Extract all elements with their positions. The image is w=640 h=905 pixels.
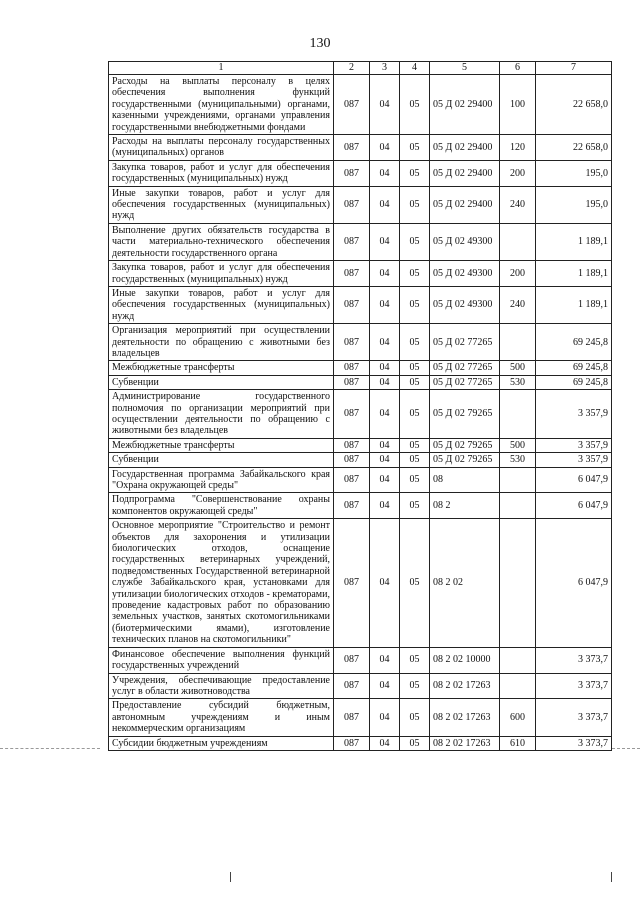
row-name: Субвенции <box>109 375 334 389</box>
row-name: Финансовое обеспечение выполнения функций государственных учреждений <box>109 647 334 673</box>
row-subsection: 05 <box>400 519 430 647</box>
row-name: Учреждения, обеспечивающие предоставление услуг в области животноводства <box>109 673 334 699</box>
row-section: 04 <box>370 160 400 186</box>
row-section: 04 <box>370 223 400 260</box>
row-name: Расходы на выплаты персоналу государственных (муниципальных) органов <box>109 135 334 161</box>
row-expense-type: 200 <box>500 261 536 287</box>
row-expense-type: 240 <box>500 186 536 223</box>
row-expense-type: 100 <box>500 75 536 135</box>
row-target-article: 05 Д 02 49300 <box>430 286 500 323</box>
row-amount: 1 189,1 <box>536 286 612 323</box>
row-amount: 1 189,1 <box>536 261 612 287</box>
table-row <box>109 286 612 323</box>
row-chapter-code: 087 <box>334 647 370 673</box>
row-target-article: 08 2 <box>430 493 500 519</box>
row-chapter-code: 087 <box>334 286 370 323</box>
row-subsection: 05 <box>400 699 430 736</box>
row-amount: 3 357,9 <box>536 453 612 467</box>
row-target-article: 05 Д 02 79265 <box>430 453 500 467</box>
table-row <box>109 261 612 287</box>
table-row <box>109 375 612 389</box>
row-amount: 22 658,0 <box>536 135 612 161</box>
table-row <box>109 519 612 647</box>
row-subsection: 05 <box>400 467 430 493</box>
row-subsection: 05 <box>400 453 430 467</box>
row-chapter-code: 087 <box>334 736 370 750</box>
row-amount: 195,0 <box>536 186 612 223</box>
row-amount: 195,0 <box>536 160 612 186</box>
table-row <box>109 467 612 493</box>
row-target-article: 05 Д 02 77265 <box>430 375 500 389</box>
row-name: Государственная программа Забайкальского края "Охрана окружающей среды" <box>109 467 334 493</box>
row-name: Иные закупки товаров, работ и услуг для обеспечения государственных (муниципальных) нужд <box>109 186 334 223</box>
margin-tick-left <box>230 872 231 882</box>
row-chapter-code: 087 <box>334 699 370 736</box>
row-section: 04 <box>370 390 400 439</box>
row-chapter-code: 087 <box>334 519 370 647</box>
row-chapter-code: 087 <box>334 390 370 439</box>
row-amount: 22 658,0 <box>536 75 612 135</box>
row-section: 04 <box>370 261 400 287</box>
row-subsection: 05 <box>400 75 430 135</box>
row-subsection: 05 <box>400 186 430 223</box>
row-expense-type <box>500 467 536 493</box>
row-amount: 69 245,8 <box>536 324 612 361</box>
row-amount: 3 357,9 <box>536 438 612 452</box>
row-name: Расходы на выплаты персоналу в целях обеспечения выполнения функций государственными (муниципальными) органами, казенными учреждениями, органами управления государственными внебюджетными фондами <box>109 75 334 135</box>
table-row <box>109 324 612 361</box>
row-amount: 3 373,7 <box>536 736 612 750</box>
table-row <box>109 493 612 519</box>
row-target-article: 05 Д 02 77265 <box>430 361 500 375</box>
row-chapter-code: 087 <box>334 467 370 493</box>
row-name: Подпрограмма "Совершенствование охраны компонентов окружающей среды" <box>109 493 334 519</box>
row-expense-type <box>500 223 536 260</box>
row-amount: 1 189,1 <box>536 223 612 260</box>
row-subsection: 05 <box>400 673 430 699</box>
table-row <box>109 186 612 223</box>
row-amount: 6 047,9 <box>536 493 612 519</box>
row-expense-type: 500 <box>500 438 536 452</box>
row-name: Межбюджетные трансферты <box>109 438 334 452</box>
column-header: 1 <box>109 62 334 75</box>
row-expense-type: 500 <box>500 361 536 375</box>
row-name: Организация мероприятий при осуществлении деятельности по обращению с животными без владельцев <box>109 324 334 361</box>
row-subsection: 05 <box>400 223 430 260</box>
row-expense-type: 120 <box>500 135 536 161</box>
row-section: 04 <box>370 286 400 323</box>
row-section: 04 <box>370 647 400 673</box>
row-subsection: 05 <box>400 324 430 361</box>
column-header: 6 <box>500 62 536 75</box>
row-chapter-code: 087 <box>334 324 370 361</box>
row-expense-type: 610 <box>500 736 536 750</box>
row-chapter-code: 087 <box>334 453 370 467</box>
row-subsection: 05 <box>400 375 430 389</box>
row-chapter-code: 087 <box>334 361 370 375</box>
row-section: 04 <box>370 324 400 361</box>
row-subsection: 05 <box>400 261 430 287</box>
row-subsection: 05 <box>400 286 430 323</box>
row-section: 04 <box>370 673 400 699</box>
table-header-row <box>109 62 612 75</box>
row-target-article: 05 Д 02 79265 <box>430 390 500 439</box>
row-amount: 69 245,8 <box>536 375 612 389</box>
margin-dash-right <box>612 748 640 749</box>
row-expense-type: 240 <box>500 286 536 323</box>
row-subsection: 05 <box>400 736 430 750</box>
table-row <box>109 453 612 467</box>
row-subsection: 05 <box>400 390 430 439</box>
column-header: 4 <box>400 62 430 75</box>
row-chapter-code: 087 <box>334 186 370 223</box>
row-chapter-code: 087 <box>334 375 370 389</box>
table-row <box>109 160 612 186</box>
table-row <box>109 699 612 736</box>
row-section: 04 <box>370 699 400 736</box>
row-target-article: 08 2 02 17263 <box>430 736 500 750</box>
row-amount: 69 245,8 <box>536 361 612 375</box>
row-name: Субвенции <box>109 453 334 467</box>
row-section: 04 <box>370 135 400 161</box>
row-target-article: 05 Д 02 29400 <box>430 186 500 223</box>
column-header: 3 <box>370 62 400 75</box>
row-chapter-code: 087 <box>334 135 370 161</box>
row-name: Иные закупки товаров, работ и услуг для обеспечения государственных (муниципальных) нужд <box>109 286 334 323</box>
row-expense-type: 600 <box>500 699 536 736</box>
row-name: Выполнение других обязательств государства в части материально-технического обеспечения деятельности государственного органа <box>109 223 334 260</box>
table-row <box>109 647 612 673</box>
row-name: Закупка товаров, работ и услуг для обеспечения государственных (муниципальных) нужд <box>109 160 334 186</box>
row-section: 04 <box>370 519 400 647</box>
row-amount: 3 373,7 <box>536 647 612 673</box>
row-subsection: 05 <box>400 647 430 673</box>
row-amount: 6 047,9 <box>536 519 612 647</box>
row-name: Администрирование государственного полномочия по организации мероприятий при осуществлении деятельности по обращению с животными без владельцев <box>109 390 334 439</box>
column-header: 5 <box>430 62 500 75</box>
row-expense-type <box>500 519 536 647</box>
column-header: 2 <box>334 62 370 75</box>
row-expense-type: 530 <box>500 375 536 389</box>
row-section: 04 <box>370 736 400 750</box>
row-section: 04 <box>370 438 400 452</box>
row-expense-type <box>500 390 536 439</box>
row-target-article: 05 Д 02 29400 <box>430 160 500 186</box>
row-name: Предоставление субсидий бюджетным, автономным учреждениям и иным некоммерческим организациям <box>109 699 334 736</box>
row-chapter-code: 087 <box>334 493 370 519</box>
row-subsection: 05 <box>400 361 430 375</box>
row-expense-type <box>500 647 536 673</box>
row-expense-type <box>500 673 536 699</box>
row-target-article: 05 Д 02 79265 <box>430 438 500 452</box>
row-section: 04 <box>370 75 400 135</box>
row-expense-type: 200 <box>500 160 536 186</box>
row-section: 04 <box>370 493 400 519</box>
row-section: 04 <box>370 375 400 389</box>
row-amount: 3 357,9 <box>536 390 612 439</box>
row-target-article: 08 2 02 10000 <box>430 647 500 673</box>
row-name: Межбюджетные трансферты <box>109 361 334 375</box>
row-target-article: 08 <box>430 467 500 493</box>
row-chapter-code: 087 <box>334 673 370 699</box>
table-row <box>109 673 612 699</box>
row-target-article: 08 2 02 <box>430 519 500 647</box>
table-row <box>109 135 612 161</box>
row-target-article: 05 Д 02 29400 <box>430 135 500 161</box>
row-name: Закупка товаров, работ и услуг для обеспечения государственных (муниципальных) нужд <box>109 261 334 287</box>
row-chapter-code: 087 <box>334 160 370 186</box>
row-target-article: 05 Д 02 77265 <box>430 324 500 361</box>
row-expense-type <box>500 324 536 361</box>
row-section: 04 <box>370 361 400 375</box>
row-chapter-code: 087 <box>334 438 370 452</box>
margin-tick-right <box>611 872 612 882</box>
row-amount: 3 373,7 <box>536 699 612 736</box>
row-section: 04 <box>370 467 400 493</box>
row-expense-type: 530 <box>500 453 536 467</box>
table-row <box>109 390 612 439</box>
row-amount: 3 373,7 <box>536 673 612 699</box>
row-name: Основное мероприятие "Строительство и ремонт объектов для захоронения и утилизации биологических отходов, оснащение государственных ветеринарных учреждений, подведомственных Государственной ветеринарной службе Забайкальского края, установками для утилизации биологических отходов - крематорами, проведение кадастровых работ по образованию земельных участков, занятых скотомогильниками (биотермическими ямами), изготовление технических планов на скотомогильники" <box>109 519 334 647</box>
row-target-article: 05 Д 02 49300 <box>430 261 500 287</box>
row-target-article: 05 Д 02 49300 <box>430 223 500 260</box>
table-row <box>109 75 612 135</box>
row-chapter-code: 087 <box>334 261 370 287</box>
row-target-article: 08 2 02 17263 <box>430 673 500 699</box>
page-number: 130 <box>309 36 331 51</box>
table-row <box>109 736 612 750</box>
column-header: 7 <box>536 62 612 75</box>
row-subsection: 05 <box>400 160 430 186</box>
row-subsection: 05 <box>400 135 430 161</box>
row-expense-type <box>500 493 536 519</box>
row-section: 04 <box>370 186 400 223</box>
table-row <box>109 361 612 375</box>
margin-dash-left <box>0 748 100 749</box>
row-subsection: 05 <box>400 438 430 452</box>
row-chapter-code: 087 <box>334 223 370 260</box>
row-target-article: 05 Д 02 29400 <box>430 75 500 135</box>
row-chapter-code: 087 <box>334 75 370 135</box>
row-section: 04 <box>370 453 400 467</box>
budget-table <box>108 61 612 751</box>
table-row <box>109 223 612 260</box>
row-name: Субсидии бюджетным учреждениям <box>109 736 334 750</box>
row-subsection: 05 <box>400 493 430 519</box>
table-row <box>109 438 612 452</box>
row-target-article: 08 2 02 17263 <box>430 699 500 736</box>
row-amount: 6 047,9 <box>536 467 612 493</box>
